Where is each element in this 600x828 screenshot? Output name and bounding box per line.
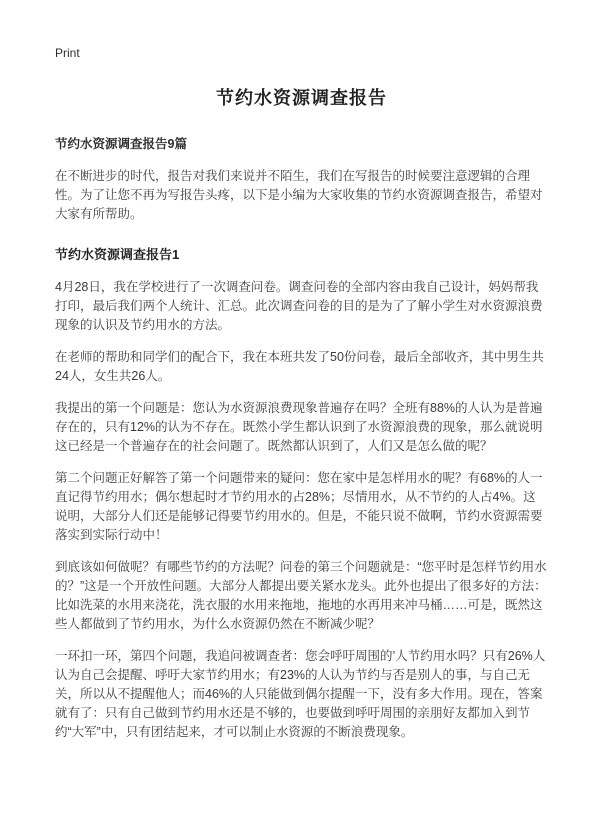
report-paragraph-2: 在老师的帮助和同学们的配合下，我在本班共发了50份问卷，最后全部收齐，其中男生共24人，女生共26人。 — [55, 350, 544, 383]
report-paragraph-5: 到底该如何做呢？有哪些节约的方法呢？问卷的第三个问题就是：“您平时是怎样节约用水的？”这是一个开放性问题。大部分人都提出要关紧水龙头。此外也提出了很多好的方法：比如洗菜的水用来浇花，洗衣服的水用来拖地，拖地的水再用来冲马桶……可是，既然这些人都做到了节约用水，为什么水资源仍然在不断减少呢？ — [55, 560, 547, 631]
report-paragraph-4: 第二个问题正好解答了第一个问题带来的疑问：您在家中是怎样用水的呢？有68%的人一直记得节约用水；偶尔想起时才节约用水的占28%；尽情用水，从不节约的人占4%。这说明，大部分人们还是能够记得要节约用水的。但是，不能只说不做啊，节约水资源需要落实到实际行动中！ — [55, 471, 543, 542]
intro-paragraph: 在不断进步的时代，报告对我们来说并不陌生，我们在写报告的时候要注意逻辑的合理性。为了让您不再为写报告头疼，以下是小编为大家收集的节约水资源调查报告，希望对大家有所帮助。 — [55, 169, 543, 221]
document-subtitle: 节约水资源调查报告9篇 — [55, 137, 187, 151]
report-paragraph-3: 我提出的第一个问题是：您认为水资源浪费现象普遍存在吗？全班有88%的人认为是普遍存在的，只有12%的认为不存在。既然小学生都认识到了水资源浪费的现象，那么就说明这已经是一个普遍存在的社会问题了。既然都认识到了，人们又是怎么做的呢？ — [55, 401, 543, 453]
print-link[interactable]: Print — [55, 46, 80, 60]
report-paragraph-1: 4月28日，我在学校进行了一次调查问卷。调查问卷的全部内容由我自己设计，妈妈帮我打印，最后我们两个人统计、汇总。此次调查问卷的目的是为了了解小学生对水资源浪费现象的认识及节约用水的方法。 — [55, 280, 543, 332]
page-title: 节约水资源调查报告 — [216, 88, 387, 108]
report-paragraph-6: 一环扣一环，第四个问题，我追问被调查者：您会呼吁周围的’人节约用水吗？只有26%人认为自己会提醒、呼吁大家节约用水；有23%的人认为节约与否是别人的事，与自己无关，所以从不提醒他人；而46%的人只能做到偶尔提醒一下，没有多大作用。现在，答案就有了：只有自己做到节约用水还是不够的，也要做到呼吁周围的亲朋好友都加入到节约“大军”中，只有团结起来，才可以制止水资源的不断浪费现象。 — [55, 649, 546, 739]
section-heading-report-1: 节约水资源调查报告1 — [55, 247, 180, 262]
